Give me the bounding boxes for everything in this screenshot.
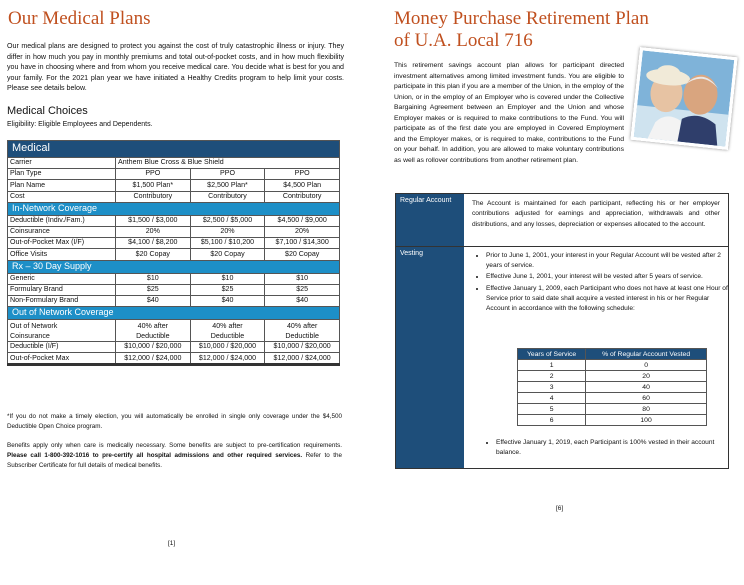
cell: $10,000 / $20,000 [116, 342, 191, 353]
regular-account-label: Regular Account [396, 194, 464, 250]
medical-plans-table [7, 140, 340, 366]
row-label: Out of Network Coinsurance [8, 320, 116, 342]
cell: PPO [265, 169, 340, 180]
cell: $7,100 / $14,300 [265, 238, 340, 249]
section-subtitle: Medical Choices [7, 105, 88, 117]
row-label: Deductible (Indiv./Fam.) [8, 215, 116, 226]
cell: $40 [116, 295, 191, 306]
vesting-list [472, 251, 734, 315]
cell: $12,000 / $24,000 [190, 353, 265, 365]
page-number: [1] [168, 540, 176, 547]
table-header: Medical [8, 141, 340, 158]
cell: $4,500 Plan [265, 180, 340, 191]
cell: 3 [518, 382, 586, 393]
row-label: Out-of-Pocket Max (I/F) [8, 238, 116, 249]
table-row [518, 393, 707, 404]
page-number: [6] [556, 505, 564, 512]
cell: $2,500 / $5,000 [190, 215, 265, 226]
cell: $5,100 / $10,200 [190, 238, 265, 249]
cell: $4,100 / $8,200 [116, 238, 191, 249]
cell: $12,000 / $24,000 [116, 353, 191, 365]
list-item: • Effective January 1, 2019, each Participant is 100% vested in their account balance. [496, 438, 734, 458]
table-row [8, 226, 340, 237]
cell: 40% after Deductible [265, 320, 340, 342]
cell: $10,000 / $20,000 [265, 342, 340, 353]
cell: Contributory [265, 191, 340, 202]
eligibility-text: Eligibility: Eligible Employees and Dependents. [7, 121, 153, 128]
list-item: • Effective June 1, 2001, your interest will be vested after 5 years of service. [486, 272, 734, 282]
cell: 20% [190, 226, 265, 237]
cell: 4 [518, 393, 586, 404]
row-label: Deductible (I/F) [8, 342, 116, 353]
table-row [8, 158, 340, 169]
row-label: Plan Name [8, 180, 116, 191]
row-label: Carrier [8, 158, 116, 169]
cell: $2,500 Plan* [190, 180, 265, 191]
table-row [8, 191, 340, 202]
list-item: • Effective January 1, 2009, each Participant who does not have at least one Hour of Service prior to said date shall acquire a vested interest in his or her Regular Account in accordance with the following schedule: [486, 284, 734, 315]
section-header-rx: Rx – 30 Day Supply [8, 260, 340, 273]
cell: PPO [116, 169, 191, 180]
page-title: Money Purchase Retirement Plan of U.A. Local 716 [394, 8, 649, 51]
cell: $10 [116, 273, 191, 284]
cell: $40 [265, 295, 340, 306]
row-label: Out-of-Pocket Max [8, 353, 116, 365]
cell: 20 [586, 371, 707, 382]
cell: $1,500 / $3,000 [116, 215, 191, 226]
cell: $20 Copay [116, 249, 191, 260]
intro-paragraph: This retirement savings account plan allows for participant directed investment alternatives among limited investment funds. You are eligible to participate in this plan if you are a member of the Union, in the employ of the Union, or in the employ of an Employer who is covered under the Collective Bargaining Agreement between an Employer and the Union and whose Employer makes or is required to make contributions to the Fund. You will participate as of the first date you are employed in Covered Employment and the Employer makes, or is required to make, contributions to the Fund on your behalf. In addition, you are allowed to make voluntary contributions as well as rollover contributions from another retirement plan. [394, 62, 624, 164]
table-row [518, 360, 707, 371]
list-item: • Prior to June 1, 2001, your interest in your Regular Account will be vested after 2 years of service. [486, 251, 734, 271]
cell: 1 [518, 360, 586, 371]
cell: 100 [586, 415, 707, 426]
table-row [518, 404, 707, 415]
cell: $4,500 / $9,000 [265, 215, 340, 226]
cell: 20% [116, 226, 191, 237]
row-label: Cost [8, 191, 116, 202]
section-header-out-network: Out of Network Coverage [8, 307, 340, 320]
cell: 2 [518, 371, 586, 382]
table-row [8, 295, 340, 306]
table-row [8, 273, 340, 284]
cell: 40% after Deductible [116, 320, 191, 342]
table-row [8, 169, 340, 180]
cell: 40 [586, 382, 707, 393]
cell: 60 [586, 393, 707, 404]
cell: 20% [265, 226, 340, 237]
table-row [8, 238, 340, 249]
cell: $25 [116, 284, 191, 295]
cell: Contributory [116, 191, 191, 202]
column-header: Years of Service [518, 349, 586, 360]
cell: 6 [518, 415, 586, 426]
vesting-label: Vesting [396, 247, 464, 468]
carrier-value: Anthem Blue Cross & Blue Shield [116, 158, 340, 169]
footnote: *If you do not make a timely election, you will automatically be enrolled in single only coverage under the $4,500 Deductible Open Choice program. [7, 413, 342, 430]
couple-photo-illustration [634, 50, 735, 146]
retirement-details-box [395, 193, 729, 469]
cell: $12,000 / $24,000 [265, 353, 340, 365]
row-label: Office Visits [8, 249, 116, 260]
table-row [518, 382, 707, 393]
column-header: % of Regular Account Vested [586, 349, 707, 360]
couple-photo [630, 47, 737, 150]
table-row [8, 320, 340, 342]
cell: $10,000 / $20,000 [190, 342, 265, 353]
table-row [8, 284, 340, 295]
cell: $20 Copay [265, 249, 340, 260]
page-title: Our Medical Plans [8, 8, 151, 29]
cell: Contributory [190, 191, 265, 202]
row-label: Formulary Brand [8, 284, 116, 295]
section-header-in-network: In-Network Coverage [8, 202, 340, 215]
table-row [8, 342, 340, 353]
table-row [8, 249, 340, 260]
cell: 5 [518, 404, 586, 415]
row-label: Plan Type [8, 169, 116, 180]
cell: 0 [586, 360, 707, 371]
cell: 80 [586, 404, 707, 415]
cell: $20 Copay [190, 249, 265, 260]
cell: $25 [190, 284, 265, 295]
row-label: Non-Formulary Brand [8, 295, 116, 306]
vesting-final-list [482, 438, 734, 458]
table-row [8, 180, 340, 191]
benefits-note: Benefits apply only when care is medically necessary. Some benefits are subject to pre-certification requirements. Please call 1-800-392-1016 to pre-certify all hospital admissions and other required services. Refer to the Subscriber Certificate for full details of medical benefits. [7, 442, 342, 469]
table-row [518, 371, 707, 382]
table-row [8, 353, 340, 365]
right-page [372, 0, 744, 585]
cell: PPO [190, 169, 265, 180]
table-row [518, 415, 707, 426]
vesting-schedule-table [517, 348, 707, 426]
intro-paragraph: Our medical plans are designed to protect you against the cost of truly catastrophic illness or injury. They differ in how much you pay in monthly premiums and total out-of-pocket costs, and in how much flexibility you have in choosing where and from whom you receive medical care. You decide what is best for you and your family. For the 2021 plan year we have initiated a Healthy Credits program to help limit your costs. Please see details below. [7, 42, 344, 93]
cell: $40 [190, 295, 265, 306]
table-row [8, 215, 340, 226]
row-label: Generic [8, 273, 116, 284]
cell: $25 [265, 284, 340, 295]
cell: $1,500 Plan* [116, 180, 191, 191]
cell: $10 [265, 273, 340, 284]
cell: 40% after Deductible [190, 320, 265, 342]
cell: $10 [190, 273, 265, 284]
regular-account-text: The Account is maintained for each participant, reflecting his or her employer contributions adjusted for earnings and appreciation, withdrawals and other distributions, and any losses, depreciation or expenses allocated to the account. [472, 200, 720, 228]
row-label: Coinsurance [8, 226, 116, 237]
